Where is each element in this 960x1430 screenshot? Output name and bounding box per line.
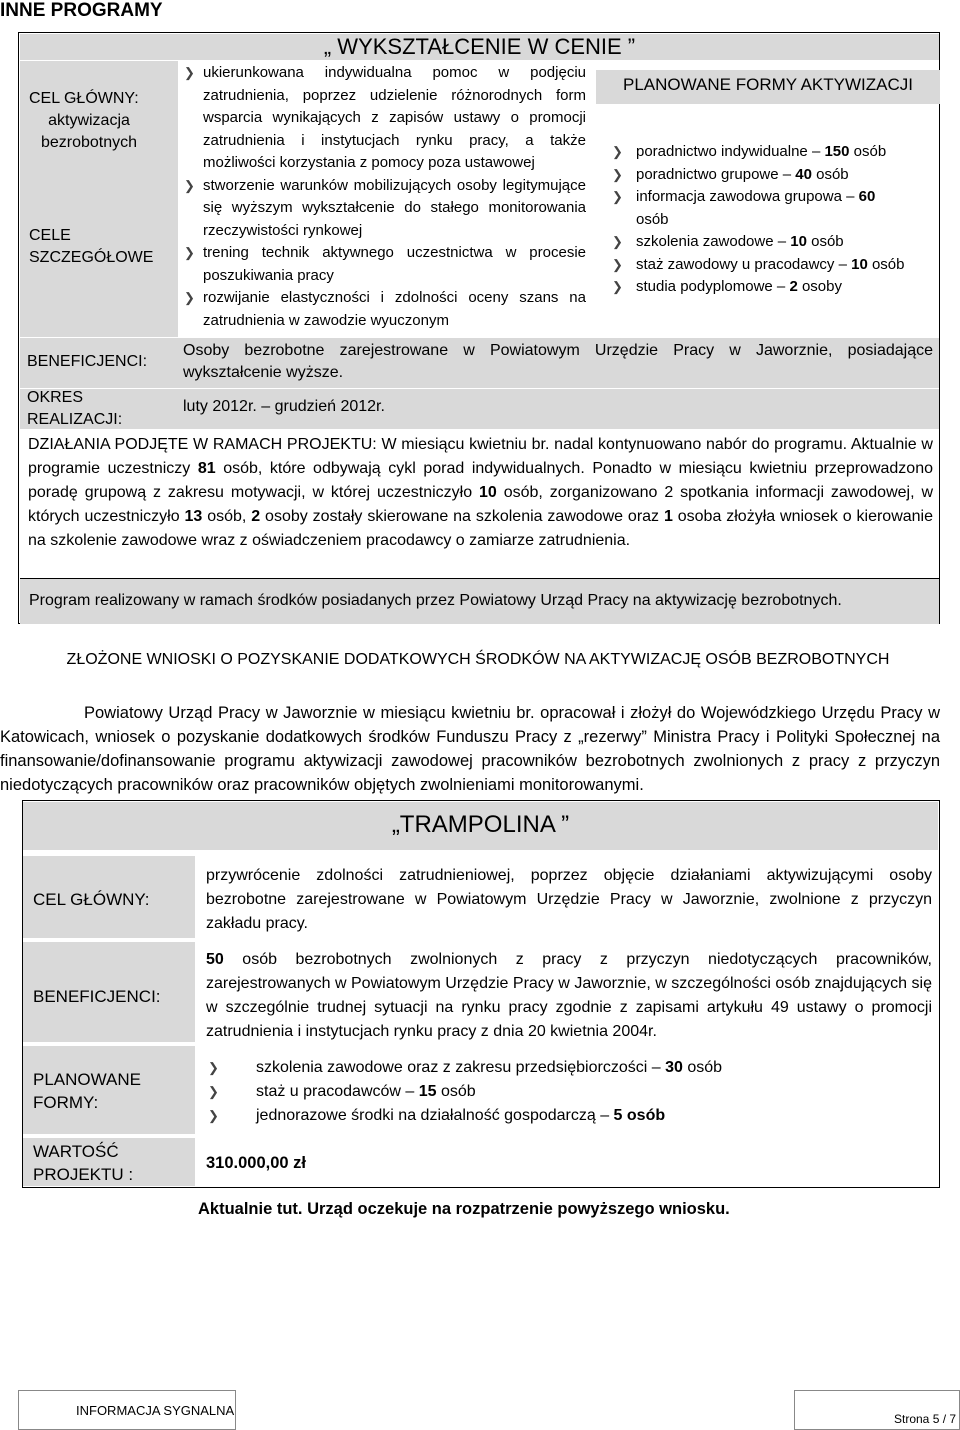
planned-form-text: poradnictwo indywidualne – xyxy=(636,143,825,160)
planned-form-item xyxy=(612,164,930,187)
cele-label-line2: SZCZEGÓŁOWE xyxy=(29,249,154,266)
planned-form-text: informacja zawodowa grupowa – xyxy=(636,188,859,205)
chevron-right-icon: ❯ xyxy=(208,1060,219,1075)
form2-unit: osób xyxy=(436,1083,476,1100)
chevron-right-icon: ❯ xyxy=(612,189,623,204)
planned-form-item xyxy=(612,141,930,164)
planned-form-item xyxy=(612,231,930,254)
planned-form-count: 10 xyxy=(790,233,807,250)
dzialania-label: DZIAŁANIA PODJĘTE W RAMACH PROJEKTU: xyxy=(28,436,377,453)
cel-glowny-value-line2: bezrobotnych xyxy=(40,134,138,151)
planned-form-count: 150 xyxy=(824,143,850,160)
okres-label-line1: OKRES xyxy=(27,389,84,406)
section-heading: INNE PROGRAMY xyxy=(0,0,163,21)
plan2-label xyxy=(33,1068,141,1114)
value2-label-line2: PROJEKTU : xyxy=(33,1165,134,1184)
planned-form-unit: osób xyxy=(867,255,905,273)
dzialania-text: osób, które odbywają cykl porad indywidualnych. Ponadto w miesiącu kwietniu przeprowadzono poradę grupową z zakresu motywacji, w której uczestniczyło xyxy=(28,460,933,501)
chevron-right-icon: ❯ xyxy=(184,177,195,193)
form2-unit: osób xyxy=(682,1059,723,1076)
program-title: „ WYKSZTAŁCENIE W CENIE ” xyxy=(20,34,939,60)
goal-text: trening technik aktywnego uczestnictwa w procesie poszukiwania pracy xyxy=(203,244,586,284)
okres-row-bg xyxy=(20,389,939,429)
form2-text: jednorazowe środki na działalność gospodarczą – xyxy=(256,1107,614,1124)
form2-item xyxy=(206,1056,932,1080)
dzialania-text: osób, xyxy=(202,508,252,525)
okres-label-line2: REALIZACJI: xyxy=(27,411,123,428)
plan2-label-line1: PLANOWANE xyxy=(33,1070,142,1089)
chevron-right-icon: ❯ xyxy=(612,166,623,182)
planned-forms-list xyxy=(612,141,930,299)
chevron-right-icon: ❯ xyxy=(208,1084,219,1099)
form2-count: 15 xyxy=(418,1083,437,1100)
chevron-right-icon: ❯ xyxy=(184,65,195,80)
dzialania-text: W miesiącu kwietniu br. nadal kontynuowano nabór do programu. Aktualnie w programie uczestniczy xyxy=(28,436,933,477)
planned-form-text: staż zawodowy u pracodawcy – xyxy=(636,255,852,273)
planned-form-unit: osób xyxy=(806,233,844,250)
closing-note: Aktualnie tut. Urząd oczekuje na rozpatrzenie powyższego wniosku. xyxy=(198,1200,730,1218)
cel2-label: CEL GŁÓWNY: xyxy=(33,890,150,909)
okres-label xyxy=(27,387,122,431)
goals-list xyxy=(181,62,586,332)
planned-form-unit: osób xyxy=(849,143,887,160)
planned-form-text: szkolenia zawodowe – xyxy=(636,233,791,250)
goal-item xyxy=(181,62,586,175)
goal-text: ukierunkowana indywidualna pomoc w podjęciu zatrudnienia, poprzez udzielenie różnorodnych form wsparcia wynikających z zapisów ustawy o promocji zatrudnienia i instytucjach rynku pracy, a także możliwości korzystania z pomocy poza ustawowej xyxy=(203,64,586,171)
chevron-right-icon: ❯ xyxy=(612,279,623,294)
num-group: 10 xyxy=(479,484,497,501)
planned-form-unit: osoby xyxy=(797,278,842,295)
chevron-right-icon: ❯ xyxy=(208,1108,219,1123)
cele-szczegolowe-label xyxy=(29,225,153,269)
form2-item xyxy=(206,1080,932,1104)
goal-item xyxy=(181,287,586,332)
cel-glowny-label: CEL GŁÓWNY: xyxy=(29,90,139,107)
dzialania-paragraph xyxy=(28,433,933,553)
dzialania-text: osoby zostały skierowane na szkolenia zawodowe oraz xyxy=(260,508,664,525)
plan2-label-line2: FORMY: xyxy=(33,1093,99,1112)
planned-form-count: 10 xyxy=(851,255,868,273)
value2-label-line1: WARTOŚĆ xyxy=(33,1142,119,1161)
num-info: 13 xyxy=(184,508,203,525)
num-referred: 2 xyxy=(251,508,261,525)
value2-label xyxy=(33,1140,133,1186)
chevron-right-icon: ❯ xyxy=(612,234,623,249)
program-footer-note: Program realizowany w ramach środków posiadanych przez Powiatowy Urząd Pracy na aktywizację bezrobotnych. xyxy=(29,592,842,609)
num-applied: 1 xyxy=(663,508,673,525)
planned-forms-header: PLANOWANE FORMY AKTYWIZACJI xyxy=(596,70,940,104)
planned-form-unit: osób xyxy=(636,210,669,228)
form2-count: 30 xyxy=(665,1059,683,1076)
ben2-number: 50 xyxy=(206,951,224,968)
form2-count: 5 xyxy=(613,1107,623,1124)
planned-form-text: poradnictwo grupowe – xyxy=(636,165,796,183)
goal-text: stworzenie warunków mobilizujących osoby legitymujące się wyższym wykształcenie do stałego monitorowania rzeczywistości rynkowej xyxy=(203,176,586,239)
planned-form-item xyxy=(612,254,930,277)
planned-form-count: 60 xyxy=(858,188,876,205)
section2-heading: ZŁOŻONE WNIOSKI O POZYSKANIE DODATKOWYCH ŚRODKÓW NA AKTYWIZACJĘ OSÓB BEZROBOTNYCH xyxy=(66,651,890,668)
planned-form-text: studia podyplomowe – xyxy=(636,278,790,295)
okres-value: luty 2012r. – grudzień 2012r. xyxy=(183,398,385,415)
form2-text: staż u pracodawców – xyxy=(256,1083,419,1100)
beneficjenci-label: BENEFICJENCI: xyxy=(27,353,148,370)
goal-text: rozwijanie elastyczności i zdolności oceny szans na zatrudnienia w zawodzie wyuczonym xyxy=(203,289,586,329)
chevron-right-icon: ❯ xyxy=(612,144,623,159)
ben2-label: BENEFICJENCI: xyxy=(33,987,161,1006)
footer-left: INFORMACJA SYGNALNA xyxy=(76,1403,235,1418)
goal-item xyxy=(181,175,586,243)
cel-glowny-value xyxy=(29,110,149,154)
page-number: Strona 5 / 7 xyxy=(894,1412,957,1426)
form2-item xyxy=(206,1104,932,1128)
section2-paragraph: Powiatowy Urząd Pracy w Jaworznie w miesiącu kwietniu br. opracował i złożył do Wojewódzkiego Urzędu Pracy w Katowicach, wniosek o pozyskanie dodatkowych środków Funduszu Pracy z „rezerwy” Ministra Pracy i Polityki Społecznej na finansowanie/dofinansowanie programu aktywizacji zawodowej pracowników bezrobotnych zwolnionych z pracy z przyczyn niedotyczących pracowników oraz pracowników objętych zwolnieniami monitorowanymi. xyxy=(0,704,940,794)
dzialania-text: osób, zorganizowano 2 spotkania informacji zawodowej, w których uczestniczyło xyxy=(28,484,933,525)
chevron-right-icon: ❯ xyxy=(184,245,195,260)
ben2-text: osób bezrobotnych zwolnionych z pracy z przyczyn niedotyczących pracowników, zarejestrowanych w Powiatowym Urzędzie Pracy w Jaworznie, w szczególności osób znajdujących się w szczególnie trudnej sytuacji na rynku pracy zgodnie z zapisami artykułu 49 ustawy o promocji zatrudnienia i instytucjach rynku pracy z dnia 20 kwietnia 2004r. xyxy=(206,951,932,1040)
chevron-right-icon: ❯ xyxy=(612,256,623,272)
goal-item xyxy=(181,242,586,287)
cel2-value: przywrócenie zdolności zatrudnieniowej, poprzez objęcie działaniami aktywizującymi osoby bezrobotne zarejestrowane w Powiatowym Urzędzie Pracy w Jaworznie, zwolnione z przyczyn zakładu pracy. xyxy=(206,867,932,932)
planned-form-count: 40 xyxy=(795,165,812,183)
cel-glowny-value-line1: aktywizacja xyxy=(48,112,130,129)
planned-form-count: 2 xyxy=(789,278,798,295)
form2-text: szkolenia zawodowe oraz z zakresu przedsiębiorczości – xyxy=(256,1059,666,1076)
cele-label-line1: CELE xyxy=(29,227,71,244)
chevron-right-icon: ❯ xyxy=(184,290,195,305)
value2-amount: 310.000,00 zł xyxy=(206,1154,306,1172)
num-participants: 81 xyxy=(197,460,216,477)
planned-form-item xyxy=(612,186,930,231)
forms2-list xyxy=(206,1056,932,1128)
program2-title: „TRAMPOLINA ” xyxy=(23,802,938,850)
ben2-value xyxy=(206,948,932,1044)
beneficjenci-value: Osoby bezrobotne zarejestrowane w Powiatowym Urzędzie Pracy w Jaworznie, posiadające wykształcenie wyższe. xyxy=(183,342,933,381)
dzialania-text: osoba złożyła wniosek o kierowanie na szkolenie zawodowe wraz z oświadczeniem pracodawcy o zamiarze zatrudnienia. xyxy=(28,508,934,549)
planned-form-item xyxy=(612,276,930,299)
planned-form-unit: osób xyxy=(811,165,849,183)
form2-unit: osób xyxy=(622,1107,666,1124)
